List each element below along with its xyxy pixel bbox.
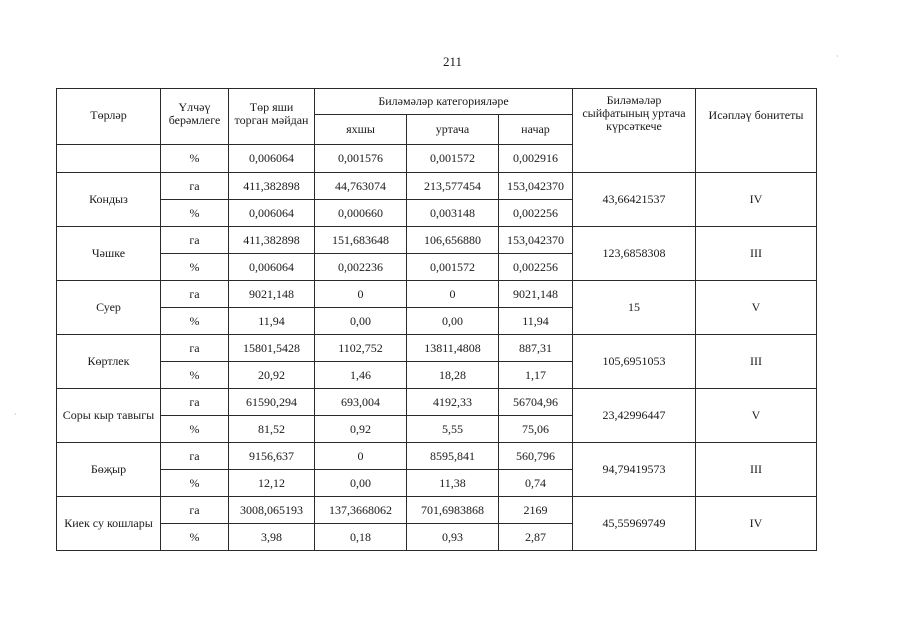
good-cell: 0,92: [315, 416, 407, 443]
species-name: Бөҗыр: [57, 443, 161, 497]
bonitet-cell: III: [696, 443, 817, 497]
poor-cell: 11,94: [499, 308, 573, 335]
average-cell: 0,00: [407, 308, 499, 335]
good-cell: 0,00: [315, 470, 407, 497]
good-cell: 0,002236: [315, 254, 407, 281]
good-cell: 137,3668062: [315, 497, 407, 524]
poor-cell: 1,17: [499, 362, 573, 389]
table-row: [57, 443, 817, 470]
species-habitat-table: [56, 88, 817, 551]
unit-cell: га: [161, 227, 229, 254]
unit-cell: га: [161, 497, 229, 524]
table-row: [57, 281, 817, 308]
header-empty-cell: [57, 145, 161, 173]
area-cell: 3,98: [229, 524, 315, 551]
area-cell: 411,382898: [229, 227, 315, 254]
poor-cell: 153,042370: [499, 173, 573, 200]
species-name: Көртлек: [57, 335, 161, 389]
header-categories: Биләмәләр категорияләре: [315, 89, 573, 115]
average-cell: 701,6983868: [407, 497, 499, 524]
average-cell: 4192,33: [407, 389, 499, 416]
average-cell: 213,577454: [407, 173, 499, 200]
good-cell: 0: [315, 443, 407, 470]
average-cell: 13811,4808: [407, 335, 499, 362]
average-cell: 11,38: [407, 470, 499, 497]
species-name: Кондыз: [57, 173, 161, 227]
unit-cell: %: [161, 362, 229, 389]
quality-index-cell: 23,42996447: [573, 389, 696, 443]
poor-cell: 56704,96: [499, 389, 573, 416]
table-row: [57, 173, 817, 200]
average-cell: 0,93: [407, 524, 499, 551]
area-cell: 3008,065193: [229, 497, 315, 524]
scan-speck: ·: [836, 52, 839, 61]
average-cell: 8595,841: [407, 443, 499, 470]
area-cell: 9021,148: [229, 281, 315, 308]
area-cell: 61590,294: [229, 389, 315, 416]
good-cell: 0,000660: [315, 200, 407, 227]
good-cell: 44,763074: [315, 173, 407, 200]
header-pct-area: 0,006064: [229, 145, 315, 173]
header-poor: начар: [499, 115, 573, 145]
header-bonitet: Исәпләү бонитеты: [696, 89, 817, 173]
poor-cell: 2,87: [499, 524, 573, 551]
bonitet-cell: V: [696, 281, 817, 335]
header-pct-good: 0,001576: [315, 145, 407, 173]
area-cell: 11,94: [229, 308, 315, 335]
good-cell: 0,18: [315, 524, 407, 551]
unit-cell: %: [161, 200, 229, 227]
poor-cell: 153,042370: [499, 227, 573, 254]
header-average: уртача: [407, 115, 499, 145]
average-cell: 106,656880: [407, 227, 499, 254]
species-name: Чәшке: [57, 227, 161, 281]
quality-index-cell: 43,66421537: [573, 173, 696, 227]
table-row: [57, 389, 817, 416]
poor-cell: 0,002256: [499, 200, 573, 227]
unit-cell: %: [161, 308, 229, 335]
unit-cell: га: [161, 173, 229, 200]
good-cell: 1,46: [315, 362, 407, 389]
quality-index-cell: 45,55969749: [573, 497, 696, 551]
unit-cell: га: [161, 389, 229, 416]
area-cell: 20,92: [229, 362, 315, 389]
average-cell: 0,003148: [407, 200, 499, 227]
area-cell: 411,382898: [229, 173, 315, 200]
species-name: Киек су кошлары: [57, 497, 161, 551]
area-cell: 0,006064: [229, 254, 315, 281]
poor-cell: 2169: [499, 497, 573, 524]
bonitet-cell: V: [696, 389, 817, 443]
quality-index-cell: 94,79419573: [573, 443, 696, 497]
poor-cell: 75,06: [499, 416, 573, 443]
page-number: 211: [442, 54, 463, 69]
poor-cell: 560,796: [499, 443, 573, 470]
table-row: [57, 227, 817, 254]
bonitet-cell: IV: [696, 497, 817, 551]
unit-cell: га: [161, 443, 229, 470]
area-cell: 81,52: [229, 416, 315, 443]
area-cell: 0,006064: [229, 200, 315, 227]
header-pct-average: 0,001572: [407, 145, 499, 173]
unit-cell: га: [161, 335, 229, 362]
unit-cell: %: [161, 416, 229, 443]
good-cell: 693,004: [315, 389, 407, 416]
header-quality-index: Биләмәләр сыйфатының уртача күрсәткече: [573, 89, 696, 173]
poor-cell: 0,002256: [499, 254, 573, 281]
header-pct-unit: %: [161, 145, 229, 173]
species-name: Соры кыр тавыгы: [57, 389, 161, 443]
average-cell: 0: [407, 281, 499, 308]
average-cell: 0,001572: [407, 254, 499, 281]
header-habitat-area: Төр яши торган мәйдан: [229, 89, 315, 145]
table-row: [57, 335, 817, 362]
poor-cell: 887,31: [499, 335, 573, 362]
quality-index-cell: 15: [573, 281, 696, 335]
table-row: [57, 497, 817, 524]
unit-cell: %: [161, 254, 229, 281]
good-cell: 0,00: [315, 308, 407, 335]
unit-cell: %: [161, 470, 229, 497]
average-cell: 18,28: [407, 362, 499, 389]
species-name: Суер: [57, 281, 161, 335]
area-cell: 15801,5428: [229, 335, 315, 362]
quality-index-cell: 123,6858308: [573, 227, 696, 281]
bonitet-cell: III: [696, 335, 817, 389]
good-cell: 0: [315, 281, 407, 308]
quality-index-cell: 105,6951053: [573, 335, 696, 389]
poor-cell: 9021,148: [499, 281, 573, 308]
header-unit: Үлчәү берәмлеге: [161, 89, 229, 145]
unit-cell: %: [161, 524, 229, 551]
bonitet-cell: IV: [696, 173, 817, 227]
header-species: Төрләр: [57, 89, 161, 145]
unit-cell: га: [161, 281, 229, 308]
area-cell: 9156,637: [229, 443, 315, 470]
scan-speck: ·: [14, 410, 17, 419]
poor-cell: 0,74: [499, 470, 573, 497]
good-cell: 151,683648: [315, 227, 407, 254]
area-cell: 12,12: [229, 470, 315, 497]
header-good: яхшы: [315, 115, 407, 145]
header-pct-poor: 0,002916: [499, 145, 573, 173]
average-cell: 5,55: [407, 416, 499, 443]
good-cell: 1102,752: [315, 335, 407, 362]
bonitet-cell: III: [696, 227, 817, 281]
